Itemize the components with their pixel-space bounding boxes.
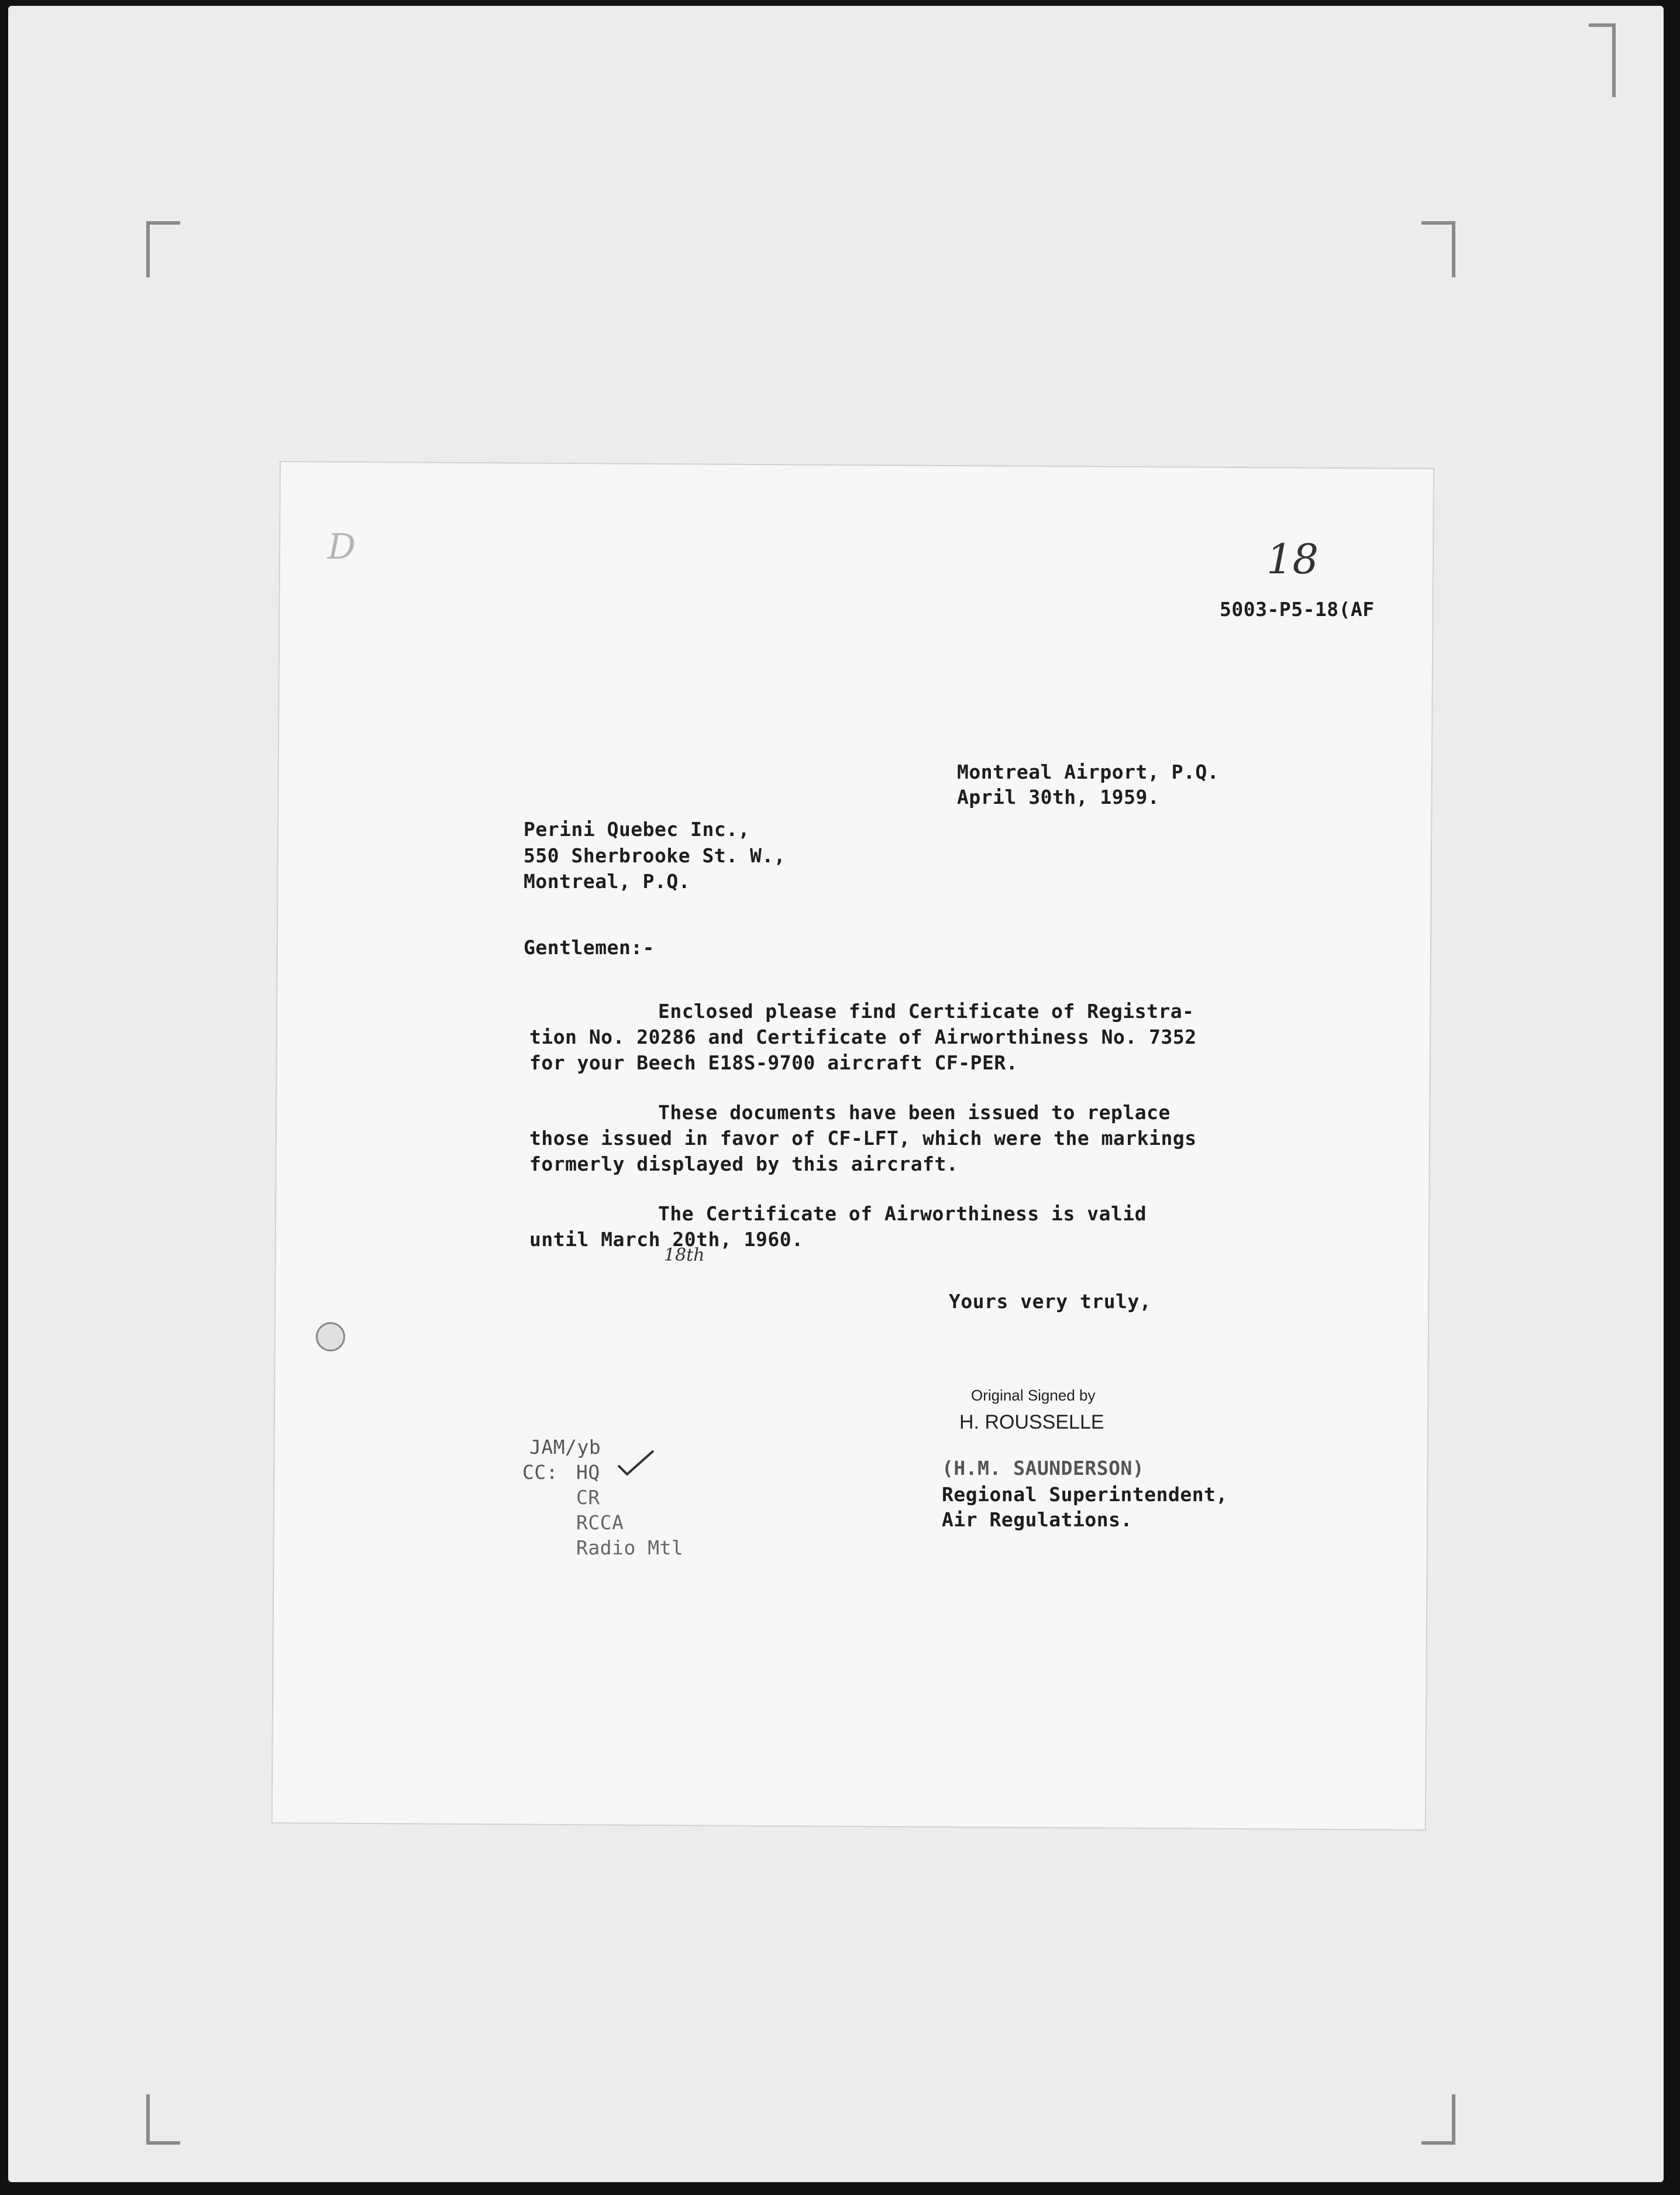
body-line: formerly displayed by this aircraft. — [529, 1152, 959, 1175]
signature-stamp-name: H. ROUSSELLE — [959, 1411, 1104, 1433]
body-line: These documents have been issued to replace — [658, 1101, 1171, 1124]
crop-mark-bottom-left — [146, 2094, 180, 2145]
body-line: until March 20th, 1960. — [529, 1228, 804, 1251]
salutation: Gentlemen:- — [524, 936, 655, 959]
crop-mark-top-right — [1421, 221, 1455, 277]
recipient-street: 550 Sherbrooke St. W., — [524, 844, 786, 867]
crop-mark-top-left — [146, 221, 180, 277]
signature-stamp-line1: Original Signed by — [971, 1387, 1096, 1404]
cc-item: RCCA — [576, 1511, 624, 1534]
signatory-title: Regional Superintendent, — [942, 1483, 1228, 1506]
typist-initials: JAM/yb — [529, 1436, 601, 1458]
body-line: tion No. 20286 and Certificate of Airworthiness No. 7352 — [529, 1026, 1197, 1048]
sender-place: Montreal Airport, P.Q. — [957, 761, 1220, 783]
body-line: for your Beech E18S-9700 aircraft CF-PER. — [529, 1051, 1018, 1074]
body-line: The Certificate of Airworthiness is valid — [658, 1202, 1147, 1225]
crop-mark-edge — [1589, 23, 1616, 97]
recipient-name: Perini Quebec Inc., — [524, 818, 750, 841]
cc-label: CC: — [522, 1461, 559, 1484]
letter-date: April 30th, 1959. — [957, 786, 1160, 808]
cc-item: Radio Mtl — [576, 1536, 684, 1559]
crop-mark-bottom-right — [1421, 2094, 1455, 2145]
file-number: 5003-P5-18(AF — [1220, 598, 1375, 621]
cc-item: CR — [576, 1486, 600, 1509]
handwritten-number: 18 — [1266, 535, 1319, 583]
signatory-name: (H.M. SAUNDERSON) — [942, 1457, 1145, 1480]
signatory-title: Air Regulations. — [942, 1508, 1132, 1531]
handwritten-correction: 18th — [664, 1245, 705, 1265]
smudge-mark: D — [328, 527, 356, 567]
checkmark-icon — [615, 1445, 656, 1480]
punch-hole — [316, 1322, 345, 1351]
body-line: those issued in favor of CF-LFT, which were the markings — [529, 1127, 1197, 1150]
recipient-city: Montreal, P.Q. — [524, 870, 691, 893]
cc-item: HQ — [576, 1461, 600, 1484]
body-line: Enclosed please find Certificate of Registra- — [658, 1000, 1194, 1023]
closing: Yours very truly, — [949, 1290, 1152, 1313]
